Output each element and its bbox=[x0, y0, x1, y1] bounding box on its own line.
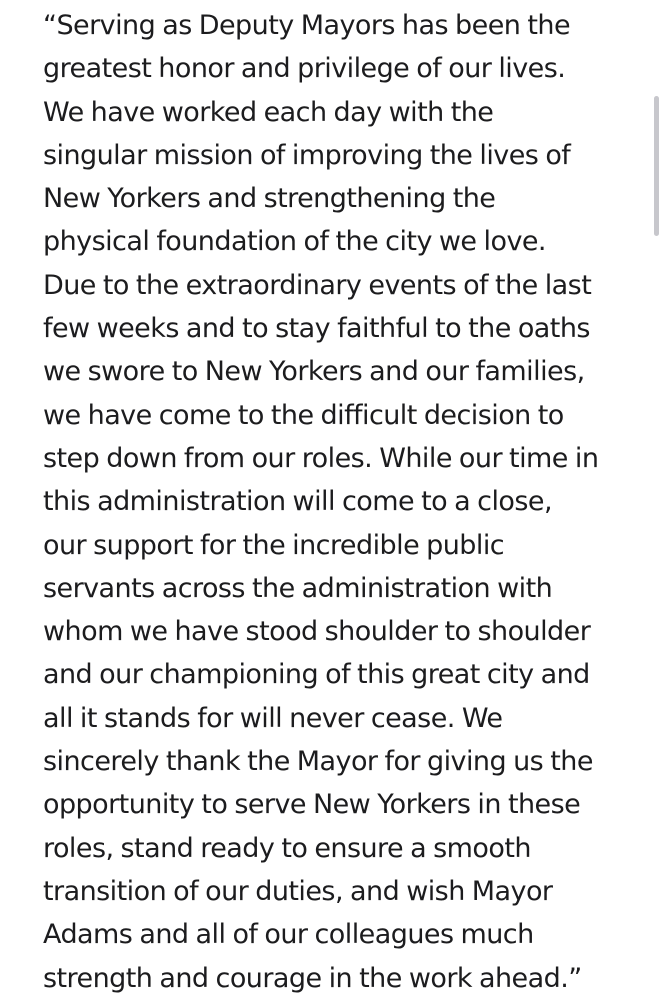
note-line: we swore to New Yorkers and our families, bbox=[43, 356, 585, 388]
note-line: physical foundation of the city we love. bbox=[43, 226, 546, 258]
vertical-scrollbar[interactable] bbox=[654, 96, 659, 236]
note-line: New Yorkers and strengthening the bbox=[43, 183, 496, 215]
note-line: greatest honor and privilege of our lives. bbox=[43, 53, 566, 85]
note-line: sincerely thank the Mayor for giving us the bbox=[43, 746, 593, 778]
note-body-text bbox=[43, 4, 643, 1000]
note-line: Adams and all of our colleagues much bbox=[43, 919, 534, 951]
note-line: strength and courage in the work ahead.” bbox=[43, 962, 582, 994]
note-line: our support for the incredible public bbox=[43, 529, 505, 561]
note-line: Due to the extraordinary events of the last bbox=[43, 269, 592, 301]
note-line: We have worked each day with the bbox=[43, 96, 494, 128]
note-line: servants across the administration with bbox=[43, 572, 553, 604]
note-line: roles, stand ready to ensure a smooth bbox=[43, 832, 531, 864]
note-line: singular mission of improving the lives of bbox=[43, 139, 571, 171]
note-line: whom we have stood shoulder to shoulder bbox=[43, 616, 591, 648]
note-line: transition of our duties, and wish Mayor bbox=[43, 875, 553, 907]
note-line: “Serving as Deputy Mayors has been the bbox=[43, 10, 571, 41]
note-line: step down from our roles. While our time in bbox=[43, 442, 599, 474]
note-line: few weeks and to stay faithful to the oaths bbox=[43, 313, 590, 345]
note-line: opportunity to serve New Yorkers in these bbox=[43, 789, 581, 821]
note-line: this administration will come to a close, bbox=[43, 486, 552, 518]
note-line: and our championing of this great city and bbox=[43, 659, 590, 691]
note-line: all it stands for will never cease. We bbox=[43, 702, 503, 734]
note-line: we have come to the difficult decision to bbox=[43, 399, 564, 431]
